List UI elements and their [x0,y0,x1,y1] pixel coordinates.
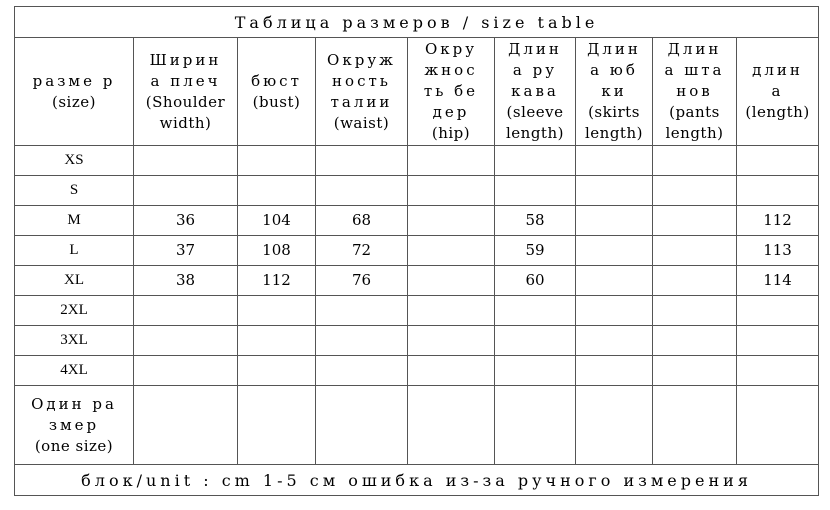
table-cell [576,236,653,266]
table-cell [737,296,819,326]
column-header-ru: кава [511,82,559,100]
table-cell [408,296,495,326]
table-cell [495,386,576,465]
table-row [15,206,819,236]
title-row [15,7,819,38]
size-label: XL [15,266,134,296]
table-cell: 114 [737,266,819,296]
table-cell [653,206,737,236]
size-label: 3XL [15,326,134,356]
one-size-ru-1: Один ра [31,394,117,413]
table-cell: 58 [495,206,576,236]
table-cell [576,176,653,206]
column-header-en: (hip) [431,124,471,142]
column-header-ru: Ширин [149,50,222,69]
column-header-ru: а юб [590,61,638,79]
table-cell [653,146,737,176]
table-cell: 68 [316,206,408,236]
table-cell: 59 [495,236,576,266]
table-row [15,176,819,206]
footer-note: блок/unit : cm 1-5 см ошибка из-за ручного измерения [15,465,819,496]
table-cell [653,266,737,296]
table-row [15,326,819,356]
column-header-en: (length) [745,103,810,121]
table-cell [316,296,408,326]
table-cell: 38 [134,266,238,296]
column-header-ru: ть бе [423,82,479,100]
footer-row [15,465,819,496]
table-cell [495,356,576,386]
table-cell [653,236,737,266]
one-size-en: (one size) [34,436,114,455]
size-label: 4XL [15,356,134,386]
column-header-ru: Длин [667,40,722,58]
size-label: M [15,206,134,236]
column-header [134,38,238,146]
column-header [238,38,316,146]
table-cell [576,326,653,356]
table-cell [495,296,576,326]
column-header-ru: длин [752,61,803,79]
table-title: Таблица размеров / size table [15,7,819,38]
table-cell [316,386,408,465]
table-cell [495,176,576,206]
table-cell [408,386,495,465]
table-row [15,296,819,326]
table-cell [408,266,495,296]
table-cell [576,356,653,386]
table-cell [134,356,238,386]
table-row [15,236,819,266]
column-header [737,38,819,146]
table-row [15,146,819,176]
column-header [576,38,653,146]
size-label: L [15,236,134,266]
column-header-ru: Окруж [327,50,396,69]
table-cell [408,206,495,236]
one-size-ru-2: змер [48,415,100,434]
column-header-ru: бюст [251,71,302,90]
table-cell [316,176,408,206]
size-label: S [15,176,134,206]
column-header-en: (sleeve length) [506,103,564,142]
table-cell: 113 [737,236,819,266]
table-cell [408,236,495,266]
table-row [15,356,819,386]
column-header [408,38,495,146]
table-body [15,146,819,386]
column-header-ru: а ру [512,61,558,79]
column-header-ru: ки [601,82,627,100]
column-header-ru: а [771,82,784,100]
table-row [15,266,819,296]
table-cell [653,176,737,206]
table-cell: 76 [316,266,408,296]
table-cell [134,296,238,326]
table-cell: 60 [495,266,576,296]
table-cell [316,326,408,356]
table-cell: 72 [316,236,408,266]
table-cell [653,356,737,386]
table-cell [576,206,653,236]
column-header-ru: разме р [32,71,116,90]
one-size-label [15,386,134,465]
table-cell [653,296,737,326]
column-header-ru: ность [332,71,391,90]
table-cell [134,386,238,465]
column-header-en: (skirts length) [585,103,643,142]
table-cell [238,356,316,386]
table-cell: 37 [134,236,238,266]
column-header-en: (waist) [333,113,390,132]
column-header [495,38,576,146]
table-cell [134,326,238,356]
table-cell [238,176,316,206]
table-cell [653,326,737,356]
table-cell [238,146,316,176]
table-cell [316,356,408,386]
size-label: XS [15,146,134,176]
table-cell [576,386,653,465]
table-cell [316,146,408,176]
column-header-ru: талии [330,92,393,111]
column-header [316,38,408,146]
column-header-ru: а плеч [150,71,221,90]
table-cell [576,146,653,176]
table-cell [737,326,819,356]
table-cell [408,356,495,386]
table-cell [737,386,819,465]
column-header [653,38,737,146]
size-label: 2XL [15,296,134,326]
table-cell [134,176,238,206]
column-header-ru: жнос [424,61,478,79]
column-header-en: (Shoulder width) [145,92,226,132]
table-cell [576,296,653,326]
table-cell: 104 [238,206,316,236]
table-cell [576,266,653,296]
table-cell [495,326,576,356]
column-header-en: (pants length) [665,103,724,142]
table-cell [238,386,316,465]
table-cell: 112 [737,206,819,236]
table-cell [495,146,576,176]
table-cell [408,146,495,176]
table-cell [653,386,737,465]
column-header-ru: а шта [664,61,725,79]
table-cell: 108 [238,236,316,266]
table-cell [408,176,495,206]
column-header-ru: дер [432,103,470,121]
column-header-ru: Окру [424,40,478,58]
column-header-en: (bust) [252,92,301,111]
table-cell: 112 [238,266,316,296]
column-header [15,38,134,146]
table-cell [408,326,495,356]
one-size-row [15,386,819,465]
column-header-en: (size) [52,92,96,111]
column-header-ru: Длин [587,40,641,58]
size-table [14,6,819,496]
table-cell: 36 [134,206,238,236]
table-cell [238,326,316,356]
table-cell [238,296,316,326]
table-cell [134,146,238,176]
column-header-ru: Длин [508,40,562,58]
table-cell [737,176,819,206]
header-row [15,38,819,146]
table-cell [737,146,819,176]
column-header-ru: нов [676,82,713,100]
table-cell [737,356,819,386]
